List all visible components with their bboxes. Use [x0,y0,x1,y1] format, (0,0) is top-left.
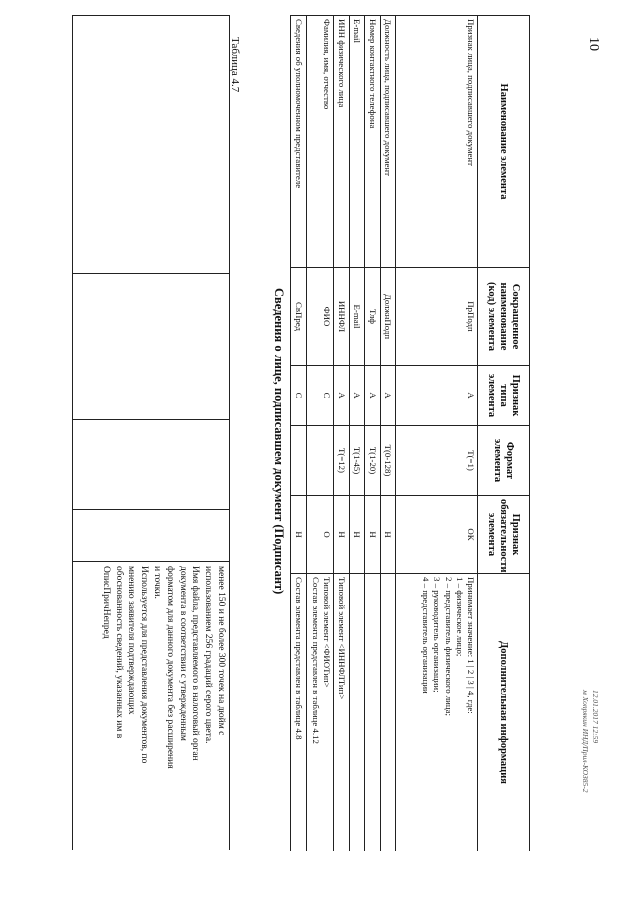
element-name: ИНН физического лица [334,16,349,268]
element-required: О [306,496,334,574]
element-name: Признак лица, подписавшего документ [396,16,478,268]
note-line: Используется для представления документов, по [139,566,150,764]
element-format: T(1-45) [349,426,364,496]
element-name: Должность лица, подписавшего документ [380,16,395,268]
info-line: 3 – руководитель организации; [432,577,443,693]
element-info: Состав элемента представлен в таблице 4.8 [291,574,307,852]
stamp-line: м Хопрякин ИНД/Прил-КОЗ85-2 [581,690,590,793]
element-format [291,426,307,496]
note-line: и точки. [152,566,163,599]
info-line: 1 – физическое лицо; [454,577,465,657]
element-type: А [365,366,380,426]
table-row [380,16,395,852]
continuation-cell-empty [73,420,230,510]
table-row [306,16,334,852]
table-number: Таблица 4.7 [229,37,241,93]
element-info [349,574,364,852]
note-line: документа в соответствии с утвержденным [177,566,188,741]
element-info [380,574,395,852]
continuation-table-region [72,15,230,850]
element-code: ФИО [306,268,334,366]
element-type: А [334,366,349,426]
continuation-cell-empty [73,510,230,562]
note-line: форматом для данного документа без расширения [164,566,175,769]
table-title: Сведения о лице, подписавшем документ (Подписант) [272,288,286,595]
element-type: А [380,366,395,426]
info-line: Типовой элемент <ФИОТип> [322,577,333,688]
element-name: Номер контактного телефона [365,16,380,268]
element-code: СвПред [291,268,307,366]
table-row [396,16,478,852]
info-line: 4 – представитель организации [421,577,432,694]
table-row [291,16,307,852]
note-line: менее 150 и не более 300 точек на дюйм с [216,566,226,736]
element-format: T(=1) [396,426,478,496]
element-code: ПрПодп [396,268,478,366]
info-line: 2 – представитель физического лица; [443,577,454,716]
element-name: Фамилия, имя, отчество [306,16,334,268]
element-type: А [349,366,364,426]
table-row [349,16,364,852]
footer-stamp [580,690,600,792]
element-required: Н [349,496,364,574]
note-line: ОписПричНепред [100,566,111,639]
element-format [306,426,334,496]
note-line: использованием 256 градаций серого цвета. [203,566,214,744]
element-code: Тлф [365,268,380,366]
header-cell: Наименование элемента [478,16,530,268]
element-format: T(=12) [334,426,349,496]
header-cell: Формат элемента [478,426,530,496]
header-cell: Признак типа элемента [478,366,530,426]
element-required: ОК [396,496,478,574]
element-type: А [396,366,478,426]
element-type: С [306,366,334,426]
continuation-note-cell [73,562,230,851]
element-info [306,574,334,852]
element-format: T(1-20) [365,426,380,496]
note-line: Имя файла, представляемого в налоговый орган [190,566,201,761]
page-number: 10 [586,37,601,51]
element-type: С [291,366,307,426]
element-info [396,574,478,852]
note-line: мнению заявителя подтверждающих [126,566,137,715]
continuation-cell-empty [73,16,230,274]
element-name: E-mail [349,16,364,268]
info-line: Состав элемента представлен в таблице 4.12 [310,577,321,744]
element-code: E-mail [349,268,364,366]
element-info [365,574,380,852]
element-required: Н [291,496,307,574]
table-header-row [478,16,530,852]
element-required: Н [334,496,349,574]
info-line: Принимает значение: 1 | 2 | 3 | 4, где: [466,577,476,714]
element-name: Сведения об уполномоченном представителе [291,16,307,268]
element-info: Типовой элемент <ИННФЛТип> [334,574,349,852]
signer-table [290,15,530,851]
continuation-cell-empty [73,274,230,420]
element-required: Н [365,496,380,574]
signer-table-region [290,15,530,851]
header-cell: Признак обязательности элемента [478,496,530,574]
element-required: Н [380,496,395,574]
stamp-line: 12.01.2017 12:59 [591,690,600,744]
note-line: обоснованность сведений, указанных им в [113,566,124,739]
element-code: ДолжнПодп [380,268,395,366]
element-code: ИННФЛ [334,268,349,366]
header-cell: Сокращенное наименование (код) элемента [478,268,530,366]
continuation-table [72,15,230,850]
table-row [365,16,380,852]
header-cell: Дополнительная информация [478,574,530,852]
element-format: T(0-128) [380,426,395,496]
table-row [334,16,349,852]
